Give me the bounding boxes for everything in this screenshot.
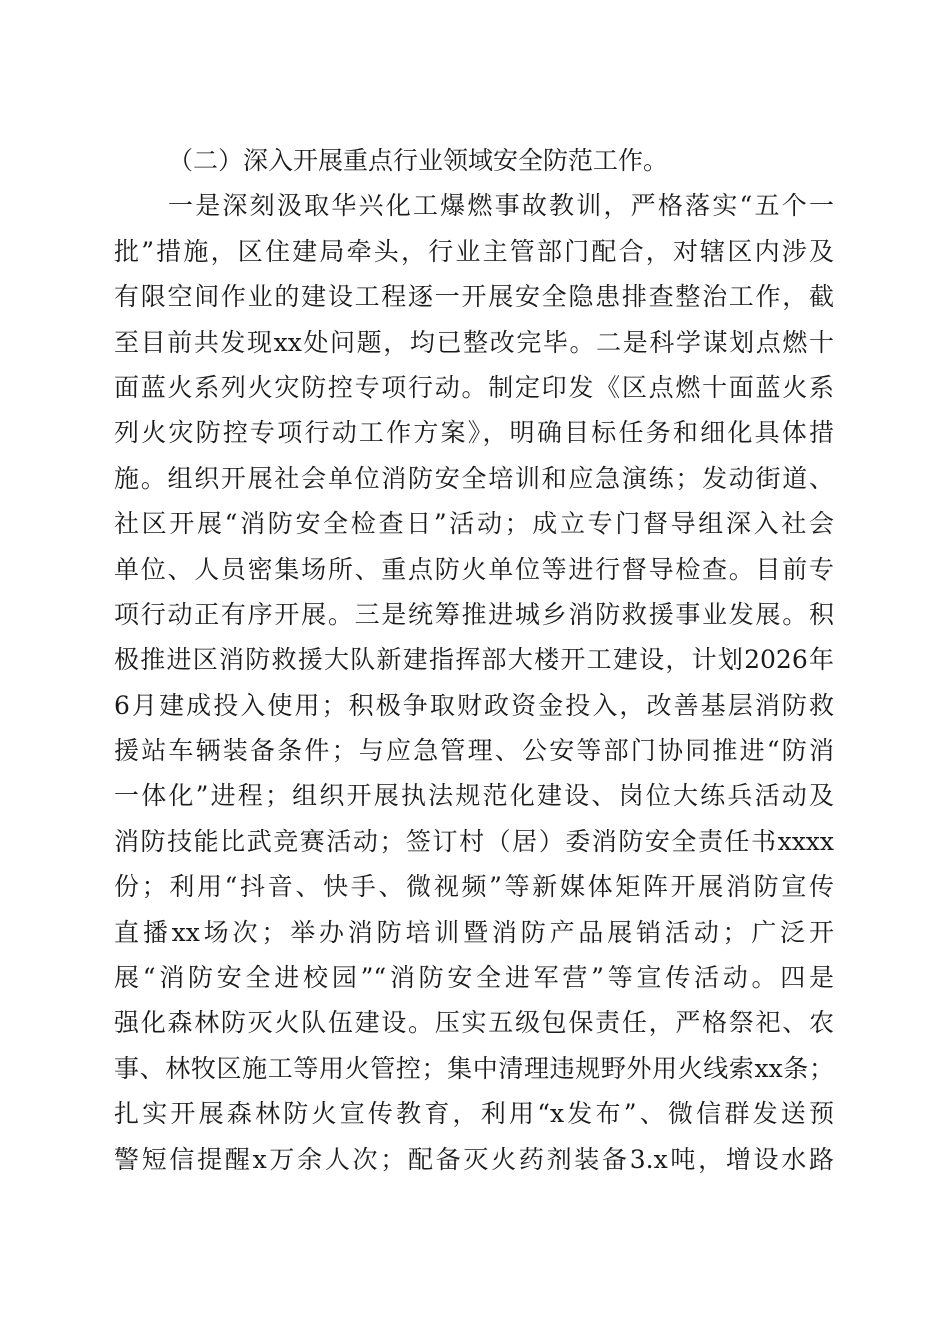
paragraph-line: 至目前共发现xx处问题，均已整改完毕。二是科学谋划点燃十 xyxy=(114,327,834,357)
paragraph-line: 有限空间作业的建设工程逐一开展安全隐患排查整治工作，截 xyxy=(114,282,834,312)
paragraph-line: 消防技能比武竞赛活动；签订村（居）委消防安全责任书xxxx xyxy=(114,826,834,856)
paragraph-line: 事、林牧区施工等用火管控；集中清理违规野外用火线索xx条； xyxy=(114,1053,834,1083)
paragraph-line: 极推进区消防救援大队新建指挥部大楼开工建设，计划2026年 xyxy=(114,645,834,675)
paragraph-line: 单位、人员密集场所、重点防火单位等进行督导检查。目前专 xyxy=(114,554,834,584)
paragraph-line: 份；利用“抖音、快手、微视频”等新媒体矩阵开展消防宣传 xyxy=(114,872,834,902)
paragraph-line: 一体化”进程；组织开展执法规范化建设、岗位大练兵活动及 xyxy=(114,781,834,811)
section-heading: （二）深入开展重点行业领域安全防范工作。 xyxy=(168,146,669,175)
paragraph-line: 列火灾防控专项行动工作方案》，明确目标任务和细化具体措 xyxy=(114,418,834,448)
body-text xyxy=(114,138,834,1182)
paragraph-line: 社区开展“消防安全检查日”活动；成立专门督导组深入社会 xyxy=(114,509,834,539)
paragraph-line: 6月建成投入使用；积极争取财政资金投入，改善基层消防救 xyxy=(114,690,834,720)
paragraph-line: 项行动正有序开展。三是统筹推进城乡消防救援事业发展。积 xyxy=(114,599,834,629)
paragraph-line: 施。组织开展社会单位消防安全培训和应急演练；发动街道、 xyxy=(114,463,834,493)
paragraph-line: 扎实开展森林防火宣传教育，利用“x发布”、微信群发送预 xyxy=(114,1099,834,1129)
paragraph-line: 直播xx场次；举办消防培训暨消防产品展销活动；广泛开 xyxy=(114,917,834,947)
paragraph-line: 援站车辆装备条件；与应急管理、公安等部门协同推进“防消 xyxy=(114,736,834,766)
paragraph-line: 展“消防安全进校园”“消防安全进军营”等宣传活动。四是 xyxy=(114,963,834,993)
paragraph-line: 强化森林防灭火队伍建设。压实五级包保责任，严格祭祀、农 xyxy=(114,1008,834,1038)
paragraph-line: 一是深刻汲取华兴化工爆燃事故教训，严格落实“五个一 xyxy=(168,191,834,221)
paragraph-line: 批”措施，区住建局牵头，行业主管部门配合，对辖区内涉及 xyxy=(114,236,834,266)
paragraph-line: 面蓝火系列火灾防控专项行动。制定印发《区点燃十面蓝火系 xyxy=(114,372,834,402)
paragraph-line: 警短信提醒x万余人次；配备灭火药剂装备3.x吨，增设水路 xyxy=(114,1144,834,1174)
